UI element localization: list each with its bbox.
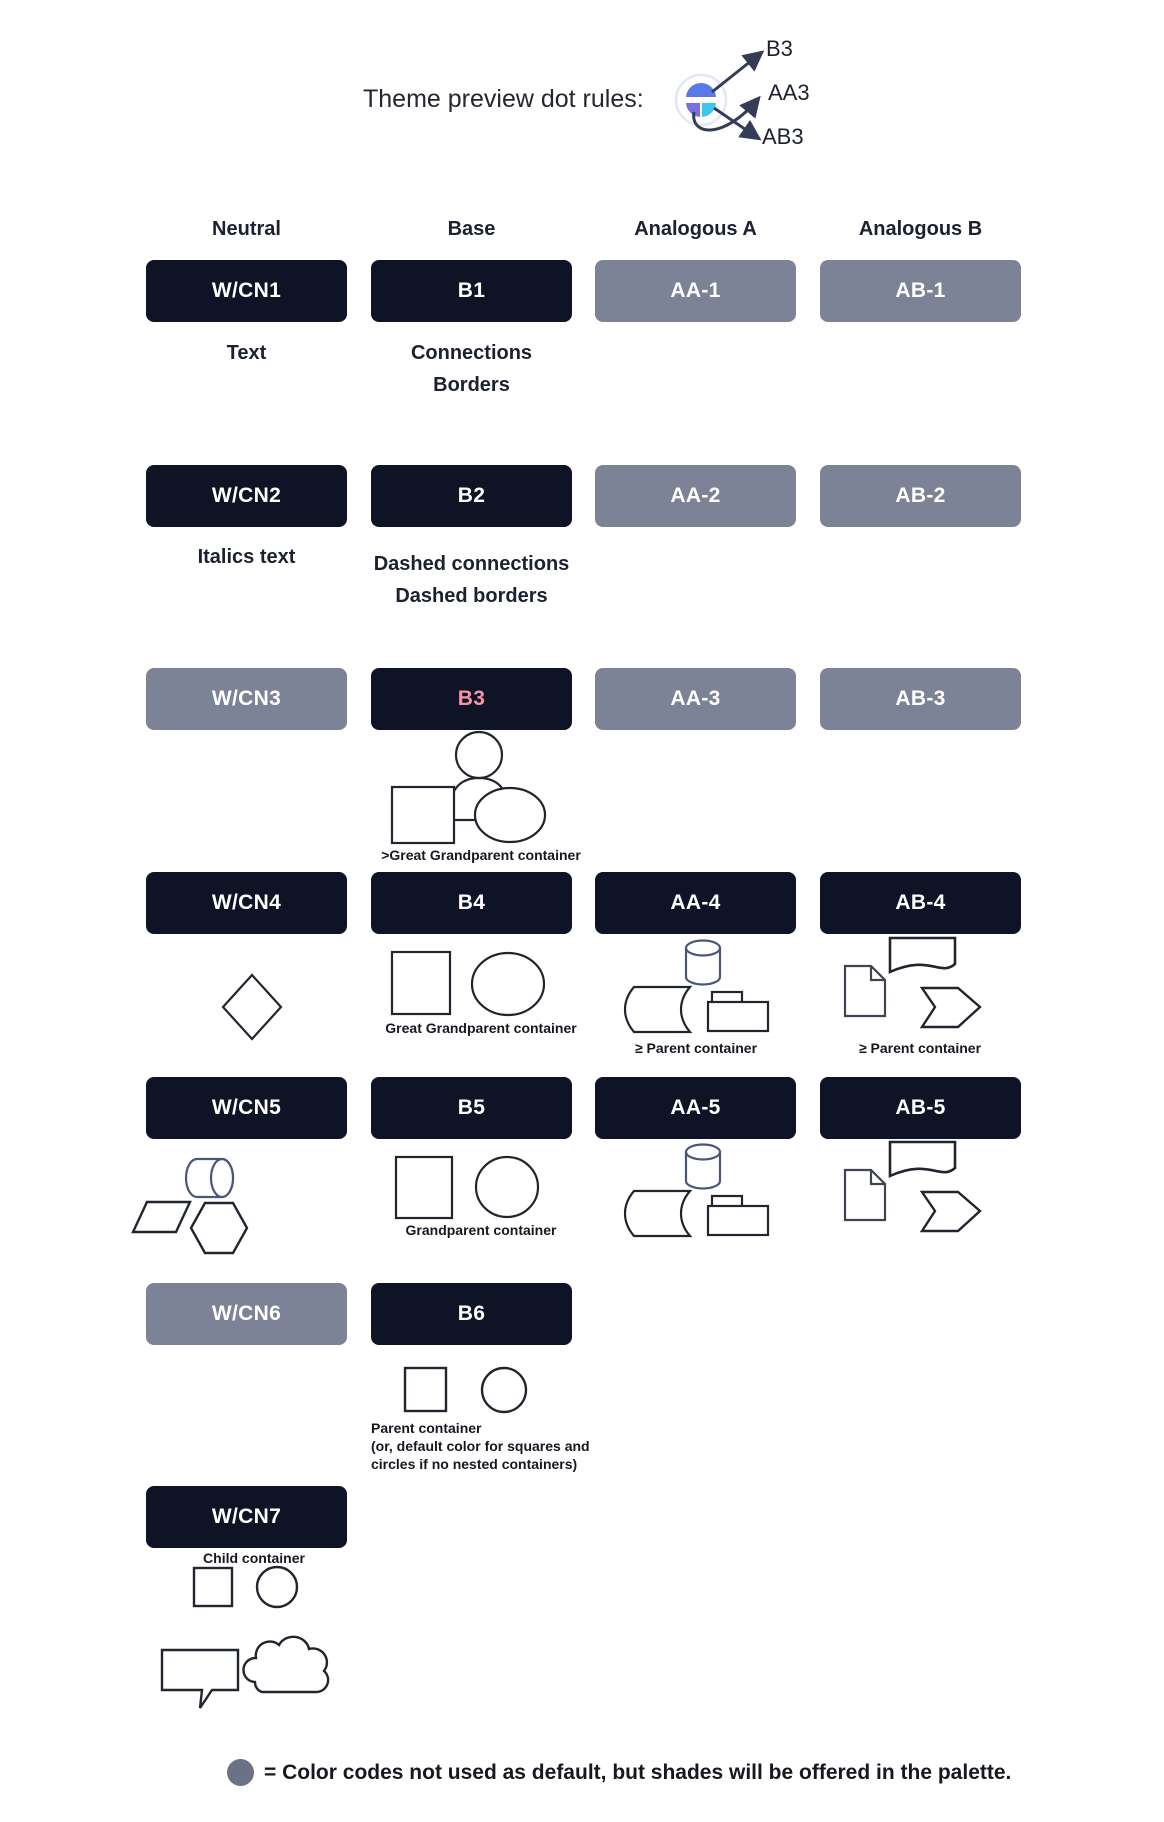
cylinder-top [686, 941, 720, 956]
caption-grandparent: Grandparent container [405, 1222, 557, 1238]
dot-rule-label-aa3: AA3 [768, 80, 810, 105]
pill-ab4: AB-4 [820, 872, 1021, 934]
pill-wcn1: W/CN1 [146, 260, 347, 322]
folder-body [708, 1002, 768, 1031]
pill-aa3: AA-3 [595, 668, 796, 730]
square-shape [392, 787, 454, 843]
wcn5-shapes [125, 1150, 255, 1260]
caption-parent-note-line2: circles if no nested containers) [371, 1456, 578, 1472]
page-title: Theme preview dot rules: [363, 85, 644, 113]
arrow-to-ab3 [714, 108, 758, 138]
column-header-analogous-a: Analogous A [634, 218, 757, 240]
pill-ab1: AB-1 [820, 260, 1021, 322]
square-shape [392, 952, 450, 1014]
pill-wcn3: W/CN3 [146, 668, 347, 730]
square-circle-shapes-b5 [390, 1150, 550, 1225]
pill-ab2: AB-2 [820, 465, 1021, 527]
caption-dashed-connections: Dashed connections [373, 553, 570, 575]
caption-great-grandparent-gt: >Great Grandparent container [381, 847, 581, 863]
pill-b2: B2 [371, 465, 572, 527]
horizontal-cylinder-end [211, 1159, 233, 1197]
square-circle-shapes-b6 [398, 1360, 538, 1418]
cloud-shape [243, 1637, 328, 1692]
pill-b4: B4 [371, 872, 572, 934]
aa5-shapes [620, 1139, 780, 1244]
circle-shape [472, 953, 544, 1015]
speech-bubble-shape [162, 1650, 238, 1708]
hexagon-shape [191, 1203, 247, 1253]
dot-rule-label-b3: B3 [766, 36, 793, 61]
square-shape [405, 1368, 446, 1411]
document-shape [845, 1170, 885, 1220]
parallelogram-shape [133, 1202, 190, 1232]
square-shape [194, 1568, 232, 1606]
caption-italics-text: Italics text [197, 546, 296, 568]
ab4-shapes [838, 930, 988, 1035]
square-shape [396, 1157, 452, 1218]
column-header-base: Base [447, 218, 496, 240]
column-header-neutral: Neutral [212, 218, 281, 240]
document-shape [845, 966, 885, 1016]
pill-ab3: AB-3 [820, 668, 1021, 730]
caption-borders: Borders [433, 374, 510, 396]
pill-b6: B6 [371, 1283, 572, 1345]
person-head [456, 732, 502, 778]
pill-wcn7: W/CN7 [146, 1486, 347, 1548]
diamond-shape [215, 970, 295, 1050]
pill-aa1: AA-1 [595, 260, 796, 322]
ab5-shapes [838, 1134, 988, 1239]
pill-b5: B5 [371, 1077, 572, 1139]
caption-dashed-borders: Dashed borders [395, 585, 548, 607]
wave-shape [890, 938, 955, 972]
legend-dot [227, 1759, 254, 1786]
chevron-shape [922, 988, 980, 1027]
pill-b3: B3 [371, 668, 572, 730]
pill-ab5: AB-5 [820, 1077, 1021, 1139]
caption-parent-note-line1: (or, default color for squares and [371, 1438, 590, 1454]
theme-preview-dot-icon [640, 20, 840, 160]
caption-connections: Connections [410, 342, 533, 364]
arrow-to-b3 [712, 53, 761, 92]
caption-child-container: Child container [203, 1550, 305, 1566]
column-header-analogous-b: Analogous B [858, 218, 983, 240]
cylinder-top [686, 1145, 720, 1160]
stored-data-shape [625, 1191, 690, 1236]
caption-parent-ab: ≥ Parent container [858, 1040, 982, 1056]
pill-aa5: AA-5 [595, 1077, 796, 1139]
caption-parent-container: Parent container [371, 1420, 482, 1436]
pill-wcn6: W/CN6 [146, 1283, 347, 1345]
pill-wcn4: W/CN4 [146, 872, 347, 934]
pill-wcn5: W/CN5 [146, 1077, 347, 1139]
pill-b1: B1 [371, 260, 572, 322]
circle-shape [475, 788, 545, 842]
circle-shape [482, 1368, 526, 1412]
square-circle-shapes-b4 [385, 945, 555, 1025]
circle-shape [257, 1567, 297, 1607]
aa4-shapes [620, 935, 780, 1040]
pill-aa4: AA-4 [595, 872, 796, 934]
dot-rule-label-ab3: AB3 [762, 124, 804, 149]
stored-data-shape [625, 987, 690, 1032]
wave-shape [890, 1142, 955, 1176]
pill-wcn2: W/CN2 [146, 465, 347, 527]
chevron-shape [922, 1192, 980, 1231]
caption-text: Text [226, 342, 267, 364]
caption-parent-aa: ≥ Parent container [634, 1040, 758, 1056]
pill-aa2: AA-2 [595, 465, 796, 527]
legend-text: = Color codes not used as default, but shades will be offered in the palette. [264, 1761, 1012, 1784]
circle-shape [476, 1157, 538, 1217]
folder-body [708, 1206, 768, 1235]
wcn7-shapes [155, 1560, 345, 1720]
person-square-circle-shapes [375, 715, 565, 860]
caption-great-grandparent: Great Grandparent container [385, 1020, 577, 1036]
